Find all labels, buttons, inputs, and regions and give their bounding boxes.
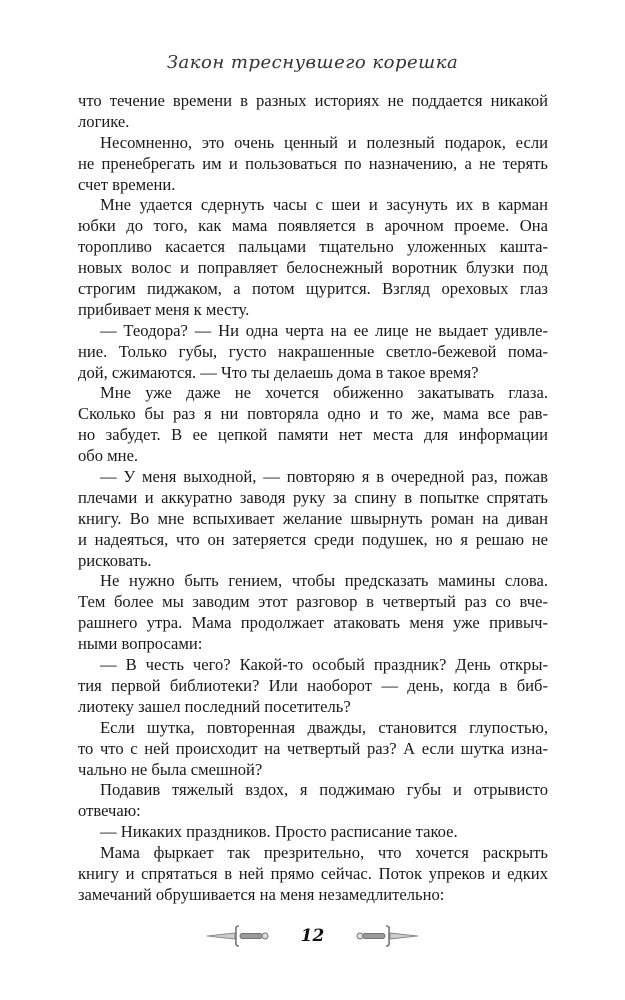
text-line: что течение времени в разных историях не поддается никакой <box>78 91 548 110</box>
text-line: не пренебрегать им и пользоваться по назначению, а не терять <box>78 153 548 173</box>
text-line: рисковать. <box>78 550 152 570</box>
text-line: Тем более мы заводим этот разговор в четвертый раз со вче- <box>78 592 548 612</box>
text-line: ными вопросами: <box>78 634 203 654</box>
text-line: Мне уже даже не хочется обиженно закатывать глаза. <box>100 383 548 403</box>
text-line: Сколько бы раз я ни повторяла одно и то же, мама все рав- <box>78 404 548 424</box>
text-line: — Никаких праздников. Просто расписание такое. <box>100 822 458 842</box>
text-line: книгу. Во мне вспыхивает желание швырнуть роман на диван <box>78 508 548 528</box>
text-line: — Теодора? — Ни одна черта на ее лице не выдает удивле- <box>100 320 548 340</box>
text-line: плечами и аккуратно заводя руку за спину в попытке спрятать <box>78 487 548 507</box>
text-line: дой, сжимаются. — Что ты делаешь дома в такое время? <box>78 362 479 382</box>
text-line: Подавив тяжелый вздох, я поджимаю губы и отрывисто <box>100 780 548 800</box>
text-line: отвечаю: <box>78 801 141 821</box>
text-line: Не нужно быть гением, чтобы предсказать мамины слова. <box>100 571 548 591</box>
text-line: счет времени. <box>78 174 176 194</box>
text-line: обо мне. <box>78 446 139 466</box>
text-line: и надеяться, что он затеряется среди подушек, но я решаю не <box>78 529 548 549</box>
text-line: логике. <box>78 111 130 131</box>
text-line: строгим пиджаком, а потом щурится. Взгляд ореховых глаз <box>78 279 548 299</box>
text-line: Мама фыркает так презрительно, что хочется раскрыть <box>100 843 548 863</box>
text-line: книгу и спрятаться в ней прямо сейчас. Поток упреков и едких <box>78 863 548 883</box>
text-line: лиотеку зашел последний посетитель? <box>78 696 351 716</box>
text-line: чально не была смешной? <box>78 759 263 779</box>
text-line: ние. Только губы, густо накрашенные светло-бежевой пома- <box>78 341 548 361</box>
text-line: Мне удается сдернуть часы с шеи и засунуть их в карман <box>100 195 548 215</box>
text-line: то что с ней происходит на четвертый раз? А если шутка изна- <box>78 738 548 758</box>
text-line: рашнего утра. Мама продолжает атаковать меня уже привыч- <box>78 613 548 633</box>
text-line: торопливо касается пальцами тщательно уложенных кашта- <box>78 237 548 257</box>
dagger-right-icon <box>350 922 420 950</box>
dagger-left-icon <box>205 922 275 950</box>
text-line: но забудет. В ее цепкой памяти нет места для информации <box>78 425 548 445</box>
text-line: тия первой библиотеки? Или наоборот — день, когда в биб- <box>78 675 548 695</box>
page-footer <box>0 922 625 950</box>
text-line: — В честь чего? Какой-то особый праздник? День откры- <box>100 655 548 675</box>
text-line: прибивает меня к месту. <box>78 299 250 319</box>
running-title: Закон треснувшего корешка <box>166 52 459 73</box>
text-line: Несомненно, это очень ценный и полезный подарок, если <box>100 132 548 152</box>
text-line: новых волос и поправляет белоснежный воротник блузки под <box>78 258 548 278</box>
text-line: юбки до того, как мама появляется в арочном проеме. Она <box>78 216 548 236</box>
body-text <box>78 91 548 906</box>
page-number: 12 <box>300 926 325 946</box>
text-line: замечаний обрушивается на меня незамедлительно: <box>78 884 445 904</box>
text-line: Если шутка, повторенная дважды, становится глупостью, <box>100 717 548 737</box>
text-line: — У меня выходной, — повторяю я в очередной раз, пожав <box>100 467 548 487</box>
